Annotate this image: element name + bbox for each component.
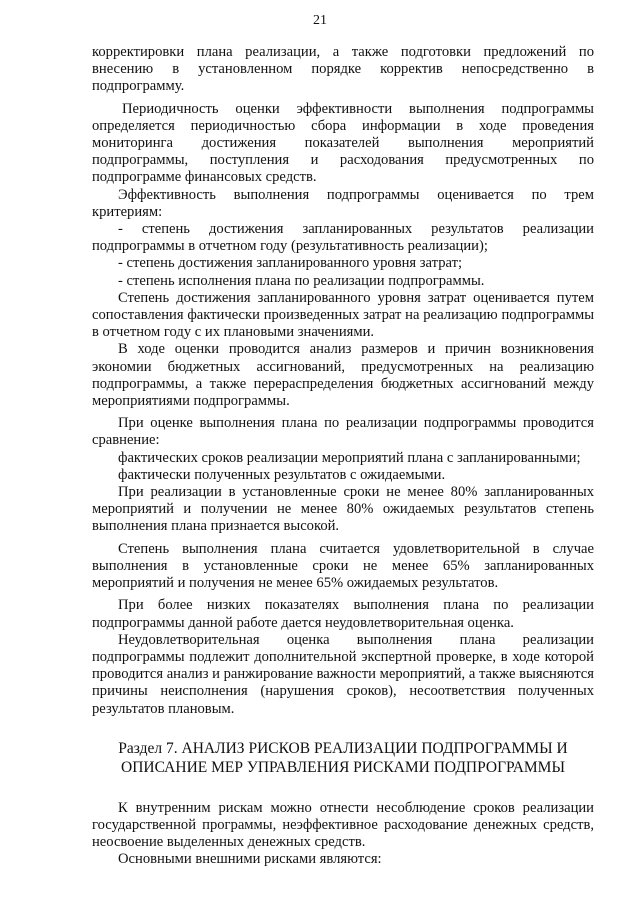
paragraph: Неудовлетворительная оценка выполнения плана реализации подпрограммы подлежит дополнительной экспертной проверке, в ходе которой проводится анализ и ранжирование важности мероприятий, а также выясняются причины неисполнения (нарушения сроков), несоответствия полученных результатов плановым. [92, 631, 594, 717]
paragraph: Степень выполнения плана считается удовлетворительной в случае выполнения в установленные сроки не менее 65% запланированных мероприятий и получения не менее 65% ожидаемых результатов. [92, 540, 594, 592]
paragraph: корректировки плана реализации, а также подготовки предложений по внесению в установленном порядке корректив непосредственно в подпрограмму. [92, 44, 594, 95]
list-item: фактически полученных результатов с ожидаемыми. [118, 466, 446, 483]
section-heading-line: ОПИСАНИЕ МЕР УПРАВЛЕНИЯ РИСКАМИ ПОДПРОГРАММЫ [121, 758, 565, 776]
paragraph: Эффективность выполнения подпрограммы оценивается по трем критериям: [92, 186, 594, 220]
paragraph: При оценке выполнения плана по реализации подпрограммы проводится сравнение: [92, 415, 594, 449]
list-item: - степень достижения запланированного уровня затрат; [118, 255, 463, 272]
list-item: фактических сроков реализации мероприятий плана с запланированными; [118, 449, 581, 466]
page-number: 21 [313, 13, 327, 28]
list-item: - степень достижения запланированных результатов реализации подпрограммы в отчетном году (результативность реализации); [92, 221, 594, 255]
paragraph: Степень достижения запланированного уровня затрат оценивается путем сопоставления фактически произведенных затрат на реализацию подпрограммы в отчетном году с их плановыми значениями. [92, 289, 594, 341]
paragraph: При более низких показателях выполнения плана по реализации подпрограммы данной работе дается неудовлетворительная оценка. [92, 597, 594, 631]
paragraph: Основными внешними рисками являются: [118, 851, 382, 868]
section-heading [92, 739, 594, 777]
paragraph: В ходе оценки проводится анализ размеров и причин возникновения экономии бюджетных ассигнований, предусмотренных на реализацию подпрограммы, а также перераспределения бюджетных ассигнований между мероприятиями подпрограммы. [92, 341, 594, 410]
section-heading-line: Раздел 7. АНАЛИЗ РИСКОВ РЕАЛИЗАЦИИ ПОДПРОГРАММЫ И [118, 739, 568, 757]
paragraph: К внутренним рискам можно отнести несоблюдение сроков реализации государственной программы, неэффективное расходование денежных средств, неосвоение выделенных денежных средств. [92, 799, 594, 851]
list-item: - степень исполнения плана по реализации подпрограммы. [118, 272, 485, 289]
document-body [92, 44, 594, 869]
paragraph: Периодичность оценки эффективности выполнения подпрограммы определяется периодичностью сбора информации в ходе проведения мониторинга достижения показателей выполнения мероприятий подпрограммы, поступления и расходования предусмотренных по подпрограмме финансовых средств. [92, 100, 594, 186]
paragraph: При реализации в установленные сроки не менее 80% запланированных мероприятий и получении не менее 80% ожидаемых результатов степень выполнения плана признается высокой. [92, 484, 594, 535]
